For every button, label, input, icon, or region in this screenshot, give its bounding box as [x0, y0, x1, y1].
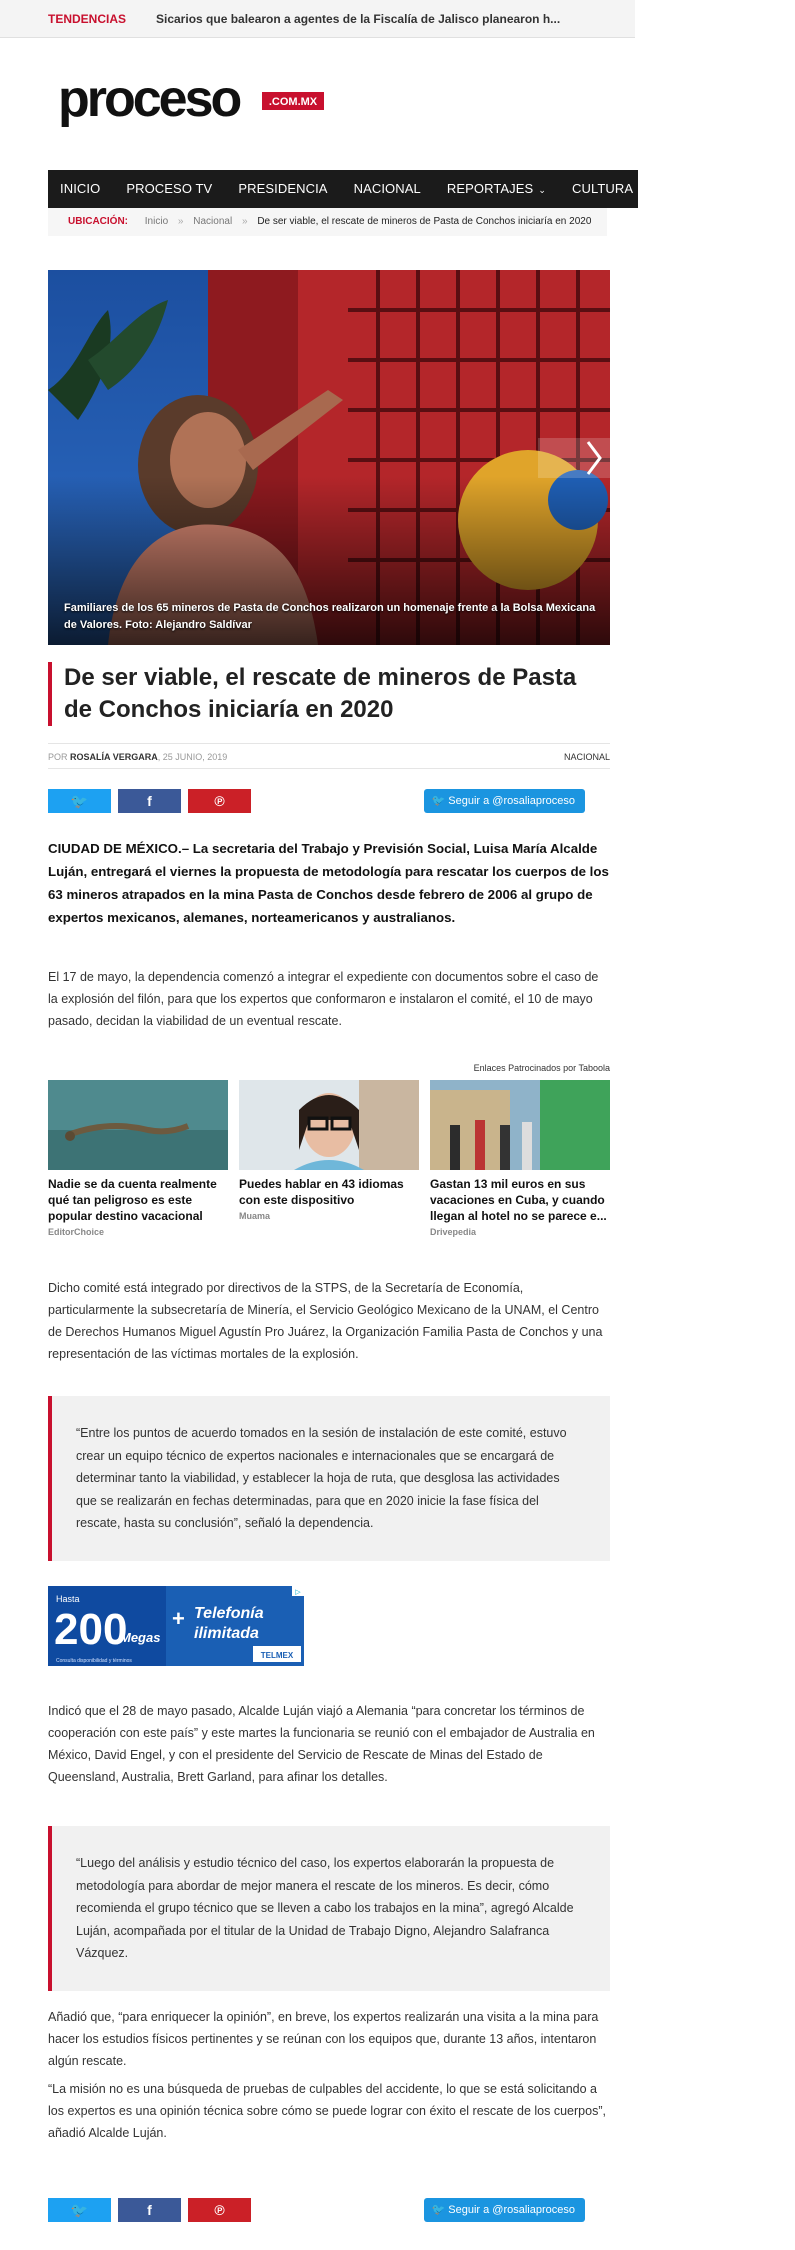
nav-item-inicio[interactable] — [48, 170, 113, 208]
author-link[interactable]: ROSALÍA VERGARA — [70, 752, 158, 762]
sponsored-title: Gastan 13 mil euros en sus vacaciones en Cuba, y cuando llegan al hotel no se parece e... — [430, 1177, 607, 1223]
follow-label: Seguir a @rosaliaproceso — [448, 795, 575, 807]
breadcrumb — [48, 208, 607, 236]
nav-item-reportajes[interactable] — [434, 170, 559, 208]
facebook-icon: f — [147, 793, 152, 809]
svg-text:▷: ▷ — [295, 1588, 301, 1596]
twitter-icon: 🐦 — [70, 2201, 89, 2218]
article-blockquote: “Luego del análisis y estudio técnico del caso, los expertos elaborarán la propuesta de metodología para abordar de mejor manera el rescate de los mineros. Es decir, cómo recomienda el grupo técnico que se lleven a cabo los trabajos en la mina”, agregó Alcalde Luján, acompañada por el titular de la Unidad de Trabajo Digno, Alejandro Salafranca Vázquez. — [48, 1826, 610, 1991]
sponsored-title: Nadie se da cuenta realmente qué tan peligroso es este popular destino vacacional — [48, 1177, 217, 1223]
pinterest-icon: ℗ — [214, 793, 225, 809]
ad-amount: 200 — [54, 1605, 128, 1654]
article-paragraph: El 17 de mayo, la dependencia comenzó a integrar el expediente con documentos sobre el caso de la explosión del filón, para que los expertos que conformaron e instalaron el comité, el 10 de mayo pasado, decidan la viabilidad de un eventual rescate. — [48, 970, 599, 1028]
breadcrumb-separator: » — [177, 216, 184, 227]
share-facebook-button[interactable] — [118, 2198, 181, 2222]
nav-item-mas[interactable] — [740, 170, 794, 208]
hero-photo — [48, 270, 610, 645]
sponsored-image — [430, 1080, 610, 1170]
sponsored-card[interactable] — [430, 1080, 610, 1237]
article-date: , 25 JUNIO, 2019 — [157, 752, 228, 762]
nav-label: REPORTAJES — [446, 181, 534, 196]
taboola-header[interactable]: Enlaces Patrocinados por Taboola — [473, 1063, 610, 1073]
share-bar-top — [48, 789, 610, 813]
hero-image[interactable] — [48, 270, 610, 645]
article-meta — [48, 743, 610, 769]
ad-plus: + — [172, 1606, 185, 1631]
sponsored-card[interactable] — [239, 1080, 419, 1221]
proceso-logo[interactable] — [56, 72, 326, 136]
share-facebook-button[interactable] — [118, 789, 181, 813]
nav-label: MÁS — [753, 181, 782, 196]
share-twitter-button[interactable] — [48, 2198, 111, 2222]
breadcrumb-separator: » — [241, 216, 248, 227]
sponsored-source: Muama — [239, 1211, 271, 1221]
share-pinterest-button[interactable] — [188, 2198, 251, 2222]
article-blockquote: “Entre los puntos de acuerdo tomados en la sesión de instalación de este comité, estuvo crear un equipo técnico de expertos nacionales e internacionales que se encargará de determinar tanto la viabilidad, y establecer la hoja de ruta, que desglosa las actividades que se realizarán en fechas determinadas, para que en 2020 inicie la fase física del rescate, hasta su conclusión”, señaló la dependencia. — [48, 1396, 610, 1561]
nav-item-cultura[interactable] — [559, 170, 646, 208]
nav-item-opinion[interactable] — [646, 170, 740, 208]
breadcrumb-home-link[interactable]: Inicio — [144, 216, 169, 227]
nav-label: PROCESO TV — [126, 181, 213, 196]
trending-bar — [0, 0, 635, 38]
nav-label: OPINIÓN — [659, 181, 715, 196]
ad-hasta: Hasta — [56, 1594, 80, 1604]
category-link[interactable]: NACIONAL — [563, 752, 610, 762]
ad-line1: Telefonía — [194, 1605, 264, 1622]
share-pinterest-button[interactable] — [188, 789, 251, 813]
sponsored-title: Puedes hablar en 43 idiomas con este dispositivo — [239, 1177, 404, 1207]
facebook-icon: f — [147, 2202, 152, 2218]
trending-label: TENDENCIAS — [48, 12, 127, 26]
article-paragraph: Dicho comité está integrado por directivos de la STPS, de la Secretaría de Economía, particularmente la subsecretaría de Minería, el Servicio Geológico Mexicano de la UNAM, el Centro de Derechos Humanos Miguel Agustín Pro Juárez, la Organización Familia Pasta de Conchos y una representación de las víctimas mortales de la explosión. — [48, 1281, 603, 1361]
breadcrumb-current: De ser viable, el rescate de mineros de Pasta de Conchos iniciaría en 2020 — [257, 216, 592, 227]
ad-unit: Megas — [120, 1630, 161, 1645]
main-nav — [48, 170, 782, 208]
twitter-icon: 🐦 — [431, 795, 446, 807]
article-title: De ser viable, el rescate de mineros de Pasta de Conchos iniciaría en 2020 — [48, 662, 610, 726]
logo-wordmark: proceso — [58, 70, 240, 128]
ad-fine: Consulta disponibilidad y términos — [56, 1658, 132, 1664]
nav-label: CULTURA — [571, 181, 634, 196]
logo-domain: .COM.MX — [268, 96, 318, 108]
article-paragraph: “La misión no es una búsqueda de pruebas de culpables del accidente, lo que se está solicitando a los expertos es una opinión técnica sobre cómo se puede lograr con éxito el rescate de los cuerpos”, añadió Alcalde Luján. — [48, 2082, 606, 2140]
nav-item-proceso-tv[interactable] — [113, 170, 225, 208]
article-lead: CIUDAD DE MÉXICO.– La secretaria del Trabajo y Previsión Social, Luisa María Alcalde Luján, entregará el viernes la propuesta de metodología para rescatar los cuerpos de los 63 mineros atrapados en la mina Pasta de Conchos desde febrero de 2006 al grupo de expertos mexicanos, alemanes, norteamericanos y australianos. — [48, 841, 609, 925]
sponsored-card[interactable] — [48, 1080, 228, 1237]
twitter-icon: 🐦 — [70, 792, 89, 809]
share-bar-bottom — [48, 2198, 610, 2222]
sponsored-source: EditorChoice — [48, 1227, 105, 1237]
article-paragraph: Indicó que el 28 de mayo pasado, Alcalde Luján viajó a Alemania “para concretar los términos de cooperación con este país” y este martes la funcionaria se reunió con el embajador de Australia en México, David Engel, y con el presidente del Servicio de Rescate de Minas del Estado de Queensland, Australia, Brett Garland, para afinar los detalles. — [48, 1704, 595, 1784]
nav-label: INICIO — [60, 181, 101, 196]
follow-twitter-button[interactable] — [424, 2198, 586, 2222]
follow-twitter-button[interactable] — [424, 789, 586, 813]
by-label: POR — [48, 752, 68, 762]
breadcrumb-label: UBICACIÓN: — [68, 216, 128, 227]
nav-item-nacional[interactable] — [341, 170, 434, 208]
chevron-down-icon: ⌄ — [719, 185, 728, 195]
nav-label: PRESIDENCIA — [238, 181, 328, 196]
breadcrumb-section-link[interactable]: Nacional — [193, 216, 233, 227]
article-paragraph: Añadió que, “para enriquecer la opinión”, en breve, los expertos realizarán una visita a la mina para hacer los estudios físicos pertinentes y se reúnan con los equipos que, durante 13 años, intentaron algún rescate. — [48, 2010, 599, 2068]
sponsored-image — [48, 1080, 228, 1170]
trending-headline-link[interactable]: Sicarios que balearon a agentes de la Fiscalía de Jalisco planearon h... — [156, 12, 561, 26]
share-twitter-button[interactable] — [48, 789, 111, 813]
hero-caption: Familiares de los 65 mineros de Pasta de Conchos realizaron un homenaje frente a la Bolsa Mexicana de Valores. Foto: Alejandro Saldívar — [64, 602, 596, 631]
follow-label: Seguir a @rosaliaproceso — [448, 2204, 575, 2216]
ad-line2: ilimitada — [194, 1625, 259, 1642]
sponsored-image — [239, 1080, 419, 1170]
nav-label: NACIONAL — [353, 181, 421, 196]
nav-item-presidencia[interactable] — [225, 170, 340, 208]
twitter-icon: 🐦 — [431, 2204, 446, 2216]
ad-brand: TELMEX — [260, 1651, 294, 1660]
pinterest-icon: ℗ — [214, 2202, 225, 2218]
telmex-ad-banner[interactable] — [48, 1586, 304, 1666]
chevron-down-icon: ⌄ — [538, 185, 546, 195]
sponsored-source: Drivepedia — [430, 1227, 477, 1237]
